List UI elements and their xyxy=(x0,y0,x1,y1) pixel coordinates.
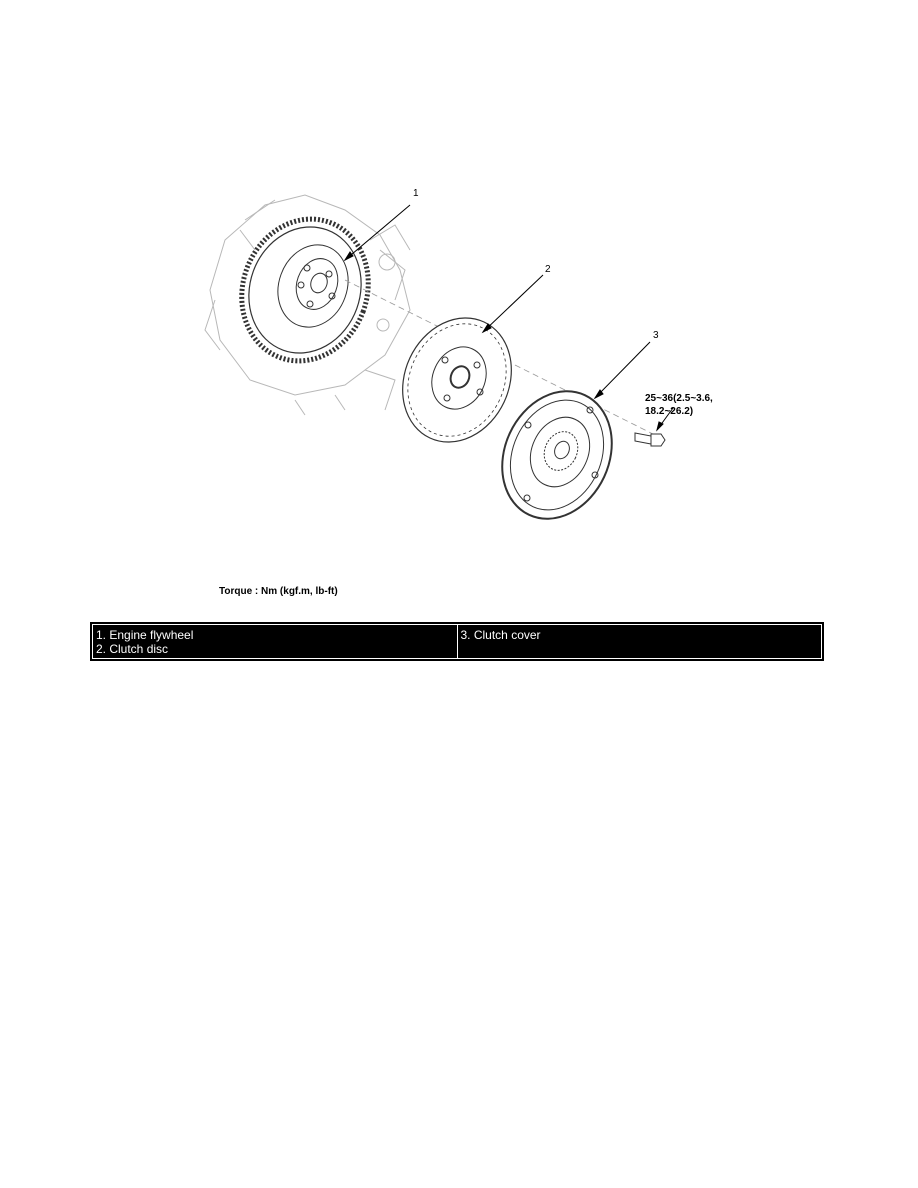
callout-2: 2 xyxy=(545,264,551,275)
legend-column-right xyxy=(457,625,822,658)
legend-item-clutch-cover: 3. Clutch cover xyxy=(460,628,541,642)
torque-spec xyxy=(645,392,765,418)
legend-table xyxy=(90,622,824,661)
torque-note: Torque : Nm (kgf.m, lb-ft) xyxy=(219,586,338,597)
legend-column-left xyxy=(93,625,457,658)
bolt xyxy=(635,433,665,446)
callout-1: 1 xyxy=(413,188,419,199)
clutch-assembly-drawing xyxy=(195,180,735,540)
legend-item-engine-flywheel: 1. Engine flywheel xyxy=(96,628,194,642)
exploded-view-diagram xyxy=(195,180,735,540)
torque-spec-line: 18.2~26.2) xyxy=(645,406,694,417)
callout-3: 3 xyxy=(653,330,659,341)
engine-flywheel xyxy=(222,201,388,379)
torque-spec-line: 25~36(2.5~3.6, xyxy=(645,393,713,404)
legend-item-clutch-disc: 2. Clutch disc xyxy=(96,642,169,656)
leader-lines xyxy=(345,205,673,430)
